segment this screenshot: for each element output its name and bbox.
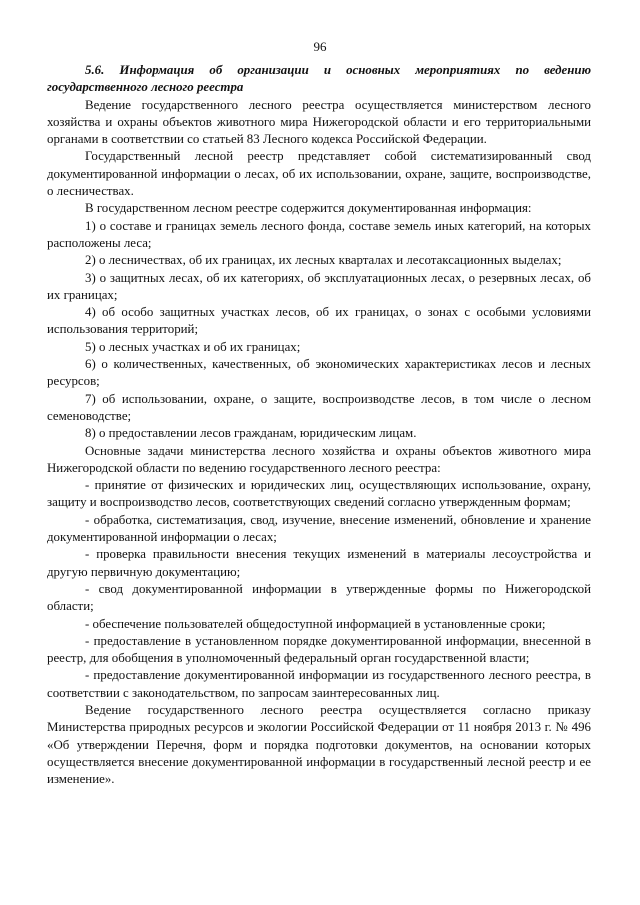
list-item-info-3: 3) о защитных лесах, об их категориях, об эксплуатационных лесах, о резервных лесах, об их границах;: [47, 270, 591, 302]
list-item-task-1: - принятие от физических и юридических лиц, осуществляющих использование, охрану, защиту и воспроизводство лесов, соответствующих сведений согласно утвержденным формам;: [47, 478, 591, 510]
list-item-info-6: 6) о количественных, качественных, об экономических характеристиках лесов и лесных ресурсов;: [47, 357, 591, 389]
list-item-task-2: - обработка, систематизация, свод, изучение, внесение изменений, обновление и хранение документированной информации о лесах;: [47, 512, 591, 545]
page-content: [47, 62, 591, 788]
list-item-task-7: - предоставление документированной информации из государственного лесного реестра, в соответствии с законодательством, по запросам заинтересованных лиц.: [47, 668, 591, 700]
list-item-info-4: 4) об особо защитных участках лесов, об их границах, о зонах с особыми условиями использования территорий;: [47, 305, 591, 337]
list-item-task-5: - обеспечение пользователей общедоступной информацией в установленные сроки;: [85, 616, 546, 631]
paragraph-tasks-intro: Основные задачи министерства лесного хозяйства и охраны объектов животного мира Нижегородской области по ведению государственного лесного реестра:: [47, 443, 591, 475]
list-item-task-4: - свод документированной информации в утвержденные формы по Нижегородской области;: [47, 581, 591, 614]
list-item-task-6: - предоставление в установленном порядке документированной информации, внесенной в реестр, для обобщения в уполномоченный федеральный орган государственной власти;: [47, 633, 591, 666]
list-item-info-1: 1) о составе и границах земель лесного фонда, составе земель иных категорий, на которых расположены леса;: [47, 218, 591, 250]
list-item-info-7: 7) об использовании, охране, о защите, воспроизводстве лесов, в том числе о лесном семеноводстве;: [47, 391, 591, 423]
list-item-info-2: 2) о лесничествах, об их границах, их лесных кварталах и лесотаксационных выделах;: [85, 253, 562, 268]
paragraph-order-reference: Ведение государственного лесного реестра осуществляется согласно приказу Министерства природных ресурсов и экологии Российской Федерации от 11 ноября 2013 г. № 496 «Об утверждении Перечня, форм и порядка подготовки документов, на основании которых осуществляется внесение документированной информации в государственный лесной реестр и ее изменение».: [47, 702, 591, 787]
paragraph-registry-intro: Ведение государственного лесного реестра осуществляется министерством лесного хозяйства и охраны объектов животного мира Нижегородской области и его территориальными органами в соответствии со статьей 83 Лесного кодекса Российской Федерации.: [47, 97, 591, 147]
paragraph-info-list-intro: В государственном лесном реестре содержится документированная информация:: [85, 201, 532, 216]
section-heading: 5.6. Информация об организации и основных мероприятиях по ведению государственного лесного реестра: [47, 63, 591, 95]
page-number: 96: [313, 39, 327, 54]
list-item-info-5: 5) о лесных участках и об их границах;: [85, 339, 301, 354]
paragraph-registry-definition: Государственный лесной реестр представляет собой систематизированный свод документированной информации о лесах, об их использовании, охране, защите, воспроизводстве, о лесничествах.: [47, 149, 591, 199]
list-item-info-8: 8) о предоставлении лесов гражданам, юридическим лицам.: [85, 426, 417, 441]
list-item-task-3: - проверка правильности внесения текущих изменений в материалы лесоустройства и другую первичную документацию;: [47, 547, 591, 579]
